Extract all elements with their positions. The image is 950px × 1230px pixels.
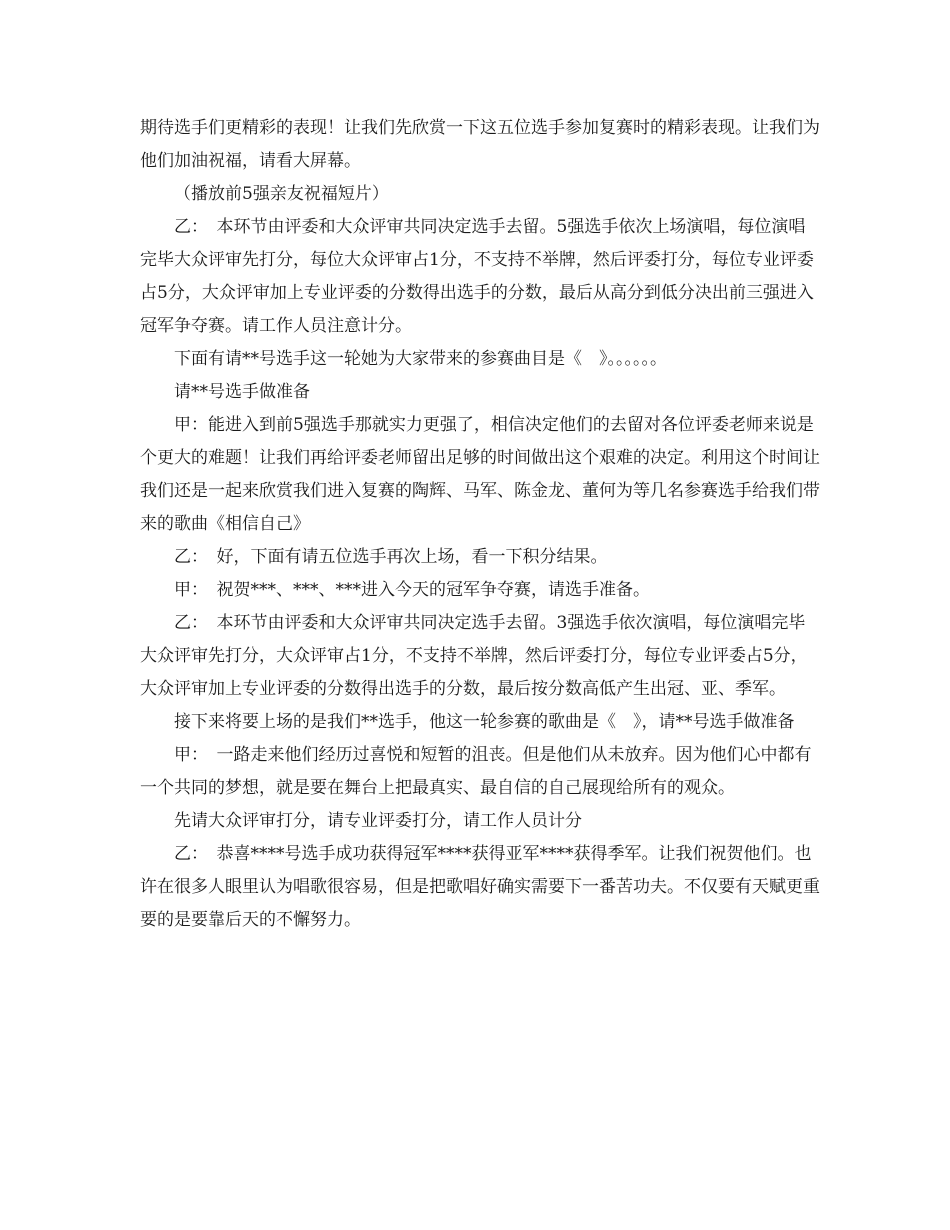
paragraph: 下面有请**号选手这一轮她为大家带来的参赛曲目是《 》。。。。。。 (174, 349, 667, 369)
paragraph: 乙： 本环节由评委和大众评审共同决定选手去留。5强选手依次上场演唱，每位演唱完毕大众评审先打分，每位大众评审占1分，不支持不举牌，然后评委打分，每位专业评委占5分，大众评审加上专业评委的分数得出选手的分数，最后从高分到低分决出前三强进入冠军争夺赛。请工作人员注意计分。 (140, 217, 814, 336)
document-body (140, 112, 820, 937)
paragraph: 甲： 祝贺***、***、***进入今天的冠军争夺赛，请选手准备。 (174, 580, 650, 600)
paragraph: 乙： 恭喜****号选手成功获得冠军****获得亚军****获得季军。让我们祝贺他们。也许在很多人眼里认为唱歌很容易，但是把歌唱好确实需要下一番苦功夫。不仅要有天赋更重要的是要靠后天的不懈努力。 (140, 844, 820, 930)
paragraph: 乙： 本环节由评委和大众评审共同决定选手去留。3强选手依次演唱，每位演唱完毕大众评审先打分，大众评审占1分，不支持不举牌，然后评委打分，每位专业评委占5分，大众评审加上专业评委的分数得出选手的分数，最后按分数高低产生出冠、亚、季军。 (140, 613, 808, 699)
paragraph: 甲： 一路走来他们经历过喜悦和短暂的沮丧。但是他们从未放弃。因为他们心中都有一个共同的梦想，就是要在舞台上把最真实、最自信的自己展现给所有的观众。 (140, 745, 812, 798)
paragraph: 请**号选手做准备 (174, 382, 310, 402)
paragraph: （播放前5强亲友祝福短片） (174, 184, 389, 204)
paragraph: 乙： 好，下面有请五位选手再次上场，看一下积分结果。 (174, 547, 608, 567)
paragraph: 甲：能进入到前5强选手那就实力更强了，相信决定他们的去留对各位评委老师来说是个更大的难题！让我们再给评委老师留出足够的时间做出这个艰难的决定。利用这个时间让我们还是一起来欣赏我们进入复赛的陶辉、马军、陈金龙、董何为等几名参赛选手给我们带来的歌曲《相信自己》 (140, 415, 820, 534)
paragraph: 期待选手们更精彩的表现！让我们先欣赏一下这五位选手参加复赛时的精彩表现。让我们为他们加油祝福，请看大屏幕。 (140, 118, 820, 171)
paragraph: 接下来将要上场的是我们**选手，他这一轮参赛的歌曲是《 》，请**号选手做准备 (174, 712, 795, 732)
paragraph: 先请大众评审打分，请专业评委打分，请工作人员计分 (174, 811, 582, 831)
